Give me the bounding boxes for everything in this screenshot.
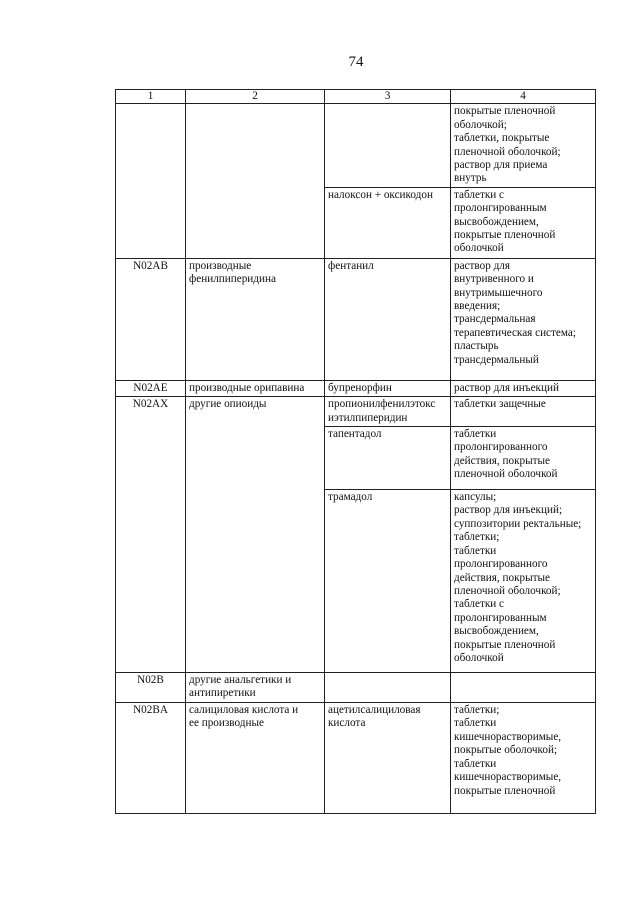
- dosage-form-cell-line: покрытые пленочной: [454, 638, 556, 651]
- dosage-form-cell-line: высвобождением,: [454, 625, 539, 638]
- dosage-form-cell-line: таблетки: [454, 544, 497, 557]
- substance-cell: [325, 703, 451, 814]
- substance-cell: [325, 104, 451, 187]
- dosage-form-cell-line: терапевтическая система;: [454, 326, 576, 339]
- substance-cell-line: иэтилпиперидин: [328, 411, 408, 424]
- dosage-form-cell: [451, 104, 596, 187]
- dosage-form-cell-line: пленочной оболочкой;: [454, 145, 561, 158]
- group-name-cell: [186, 258, 325, 380]
- dosage-form-cell-line: капсулы;: [454, 491, 497, 504]
- dosage-form-cell-line: оболочкой;: [454, 118, 507, 131]
- atc-code-cell: N02AE: [116, 380, 186, 396]
- substance-cell: [325, 380, 451, 396]
- dosage-form-cell-line: оболочкой: [454, 242, 504, 255]
- header-cell-2: 2: [186, 90, 325, 104]
- table-row: [116, 104, 596, 187]
- substance-cell: [325, 427, 451, 490]
- dosage-form-cell-line: раствор для инъекций;: [454, 504, 563, 517]
- dosage-form-cell-line: внутримышечного: [454, 286, 543, 299]
- dosage-form-cell-line: введения;: [454, 300, 501, 313]
- table-row: [116, 380, 596, 396]
- dosage-form-cell-line: внутривенного и: [454, 273, 534, 286]
- group-name-cell: [186, 703, 325, 814]
- dosage-form-cell: [451, 490, 596, 673]
- dosage-form-cell-line: пленочной оболочкой: [454, 468, 558, 481]
- dosage-form-cell-line: покрытые пленочной: [454, 229, 556, 242]
- substance-cell-line: бупренорфин: [328, 381, 392, 394]
- dosage-form-cell-line: пролонгированного: [454, 558, 548, 571]
- dosage-form-cell-line: внутрь: [454, 172, 487, 185]
- atc-code-cell: N02BA: [116, 703, 186, 814]
- group-name-cell: [186, 673, 325, 703]
- dosage-form-cell-line: действия, покрытые: [454, 454, 551, 467]
- group-name-cell: [186, 397, 325, 673]
- substance-cell-line: фентанил: [328, 259, 374, 272]
- dosage-form-cell: [451, 258, 596, 380]
- atc-code-cell: N02AX: [116, 397, 186, 673]
- group-name-cell-line: производные: [189, 259, 252, 272]
- dosage-form-cell-line: раствор для приема: [454, 159, 548, 172]
- dosage-form-cell-line: пленочной оболочкой;: [454, 584, 561, 597]
- dosage-form-cell-line: таблетки: [454, 717, 497, 730]
- dosage-form-cell-line: таблетки, покрытые: [454, 132, 550, 145]
- substance-cell: [325, 673, 451, 703]
- dosage-form-cell-line: пролонгированным: [454, 611, 547, 624]
- substance-cell-line: пропионилфенилэтокс: [328, 398, 436, 411]
- atc-code-cell: [116, 104, 186, 258]
- dosage-form-cell-line: пролонгированного: [454, 441, 548, 454]
- group-name-cell-line: антипиретики: [189, 687, 256, 700]
- dosage-form-cell-line: покрытые пленочной: [454, 784, 556, 797]
- dosage-form-cell: [451, 187, 596, 258]
- dosage-form-cell-line: трансдермальный: [454, 353, 539, 366]
- dosage-form-cell-line: трансдермальная: [454, 313, 536, 326]
- dosage-form-cell: [451, 397, 596, 427]
- dosage-form-cell: [451, 703, 596, 814]
- substance-cell-line: трамадол: [328, 491, 373, 504]
- atc-code-cell: N02B: [116, 673, 186, 703]
- group-name-cell: [186, 104, 325, 258]
- header-cell-3: 3: [325, 90, 451, 104]
- group-name-cell-line: салициловая кислота и: [189, 704, 299, 717]
- table-row: [116, 703, 596, 814]
- table-row: [116, 258, 596, 380]
- dosage-form-cell-line: раствор для: [454, 259, 511, 272]
- table-body: [116, 104, 596, 814]
- dosage-form-cell-line: кишечнорастворимые,: [454, 771, 562, 784]
- dosage-form-cell-line: покрытые пленочной: [454, 105, 556, 118]
- substance-cell: [325, 397, 451, 427]
- dosage-form-cell: [451, 427, 596, 490]
- dosage-form-cell-line: таблетки с: [454, 598, 505, 611]
- dosage-form-cell-line: таблетки;: [454, 704, 500, 717]
- dosage-form-cell-line: покрытые оболочкой;: [454, 744, 558, 757]
- dosage-form-cell-line: пролонгированным: [454, 202, 547, 215]
- drug-table: [115, 89, 596, 814]
- dosage-form-cell-line: высвобождением,: [454, 215, 539, 228]
- dosage-form-cell-line: кишечнорастворимые,: [454, 730, 562, 743]
- dosage-form-cell-line: оболочкой: [454, 651, 504, 664]
- dosage-form-cell-line: суппозитории ректальные;: [454, 517, 582, 530]
- header-row: [116, 90, 596, 104]
- header-cell-4: 4: [451, 90, 596, 104]
- group-name-cell-line: фенилпиперидина: [189, 273, 276, 286]
- dosage-form-cell-line: таблетки: [454, 757, 497, 770]
- dosage-form-cell: [451, 380, 596, 396]
- dosage-form-cell-line: пластырь: [454, 340, 499, 353]
- dosage-form-cell-line: таблетки с: [454, 188, 505, 201]
- substance-cell-line: ацетилсалициловая: [328, 704, 421, 717]
- dosage-form-cell-line: таблетки защечные: [454, 398, 546, 411]
- substance-cell: [325, 187, 451, 258]
- table-row: [116, 397, 596, 427]
- dosage-form-cell: [451, 673, 596, 703]
- page-number: 74: [348, 54, 364, 70]
- dosage-form-cell-line: таблетки;: [454, 531, 500, 544]
- substance-cell: [325, 490, 451, 673]
- group-name-cell-line: другие анальгетики и: [189, 674, 292, 687]
- group-name-cell-line: другие опиоиды: [189, 398, 267, 411]
- table-row: [116, 673, 596, 703]
- substance-cell-line: тапентадол: [328, 428, 382, 441]
- dosage-form-cell-line: раствор для инъекций: [454, 381, 559, 394]
- group-name-cell-line: ее производные: [189, 717, 264, 730]
- substance-cell-line: налоксон + оксикодон: [328, 188, 433, 201]
- dosage-form-cell-line: таблетки: [454, 428, 497, 441]
- dosage-form-cell-line: действия, покрытые: [454, 571, 551, 584]
- atc-code-cell: N02AB: [116, 258, 186, 380]
- substance-cell: [325, 258, 451, 380]
- group-name-cell-line: производные орипавина: [189, 381, 305, 394]
- substance-cell-line: кислота: [328, 717, 366, 730]
- header-cell-1: 1: [116, 90, 186, 104]
- group-name-cell: [186, 380, 325, 396]
